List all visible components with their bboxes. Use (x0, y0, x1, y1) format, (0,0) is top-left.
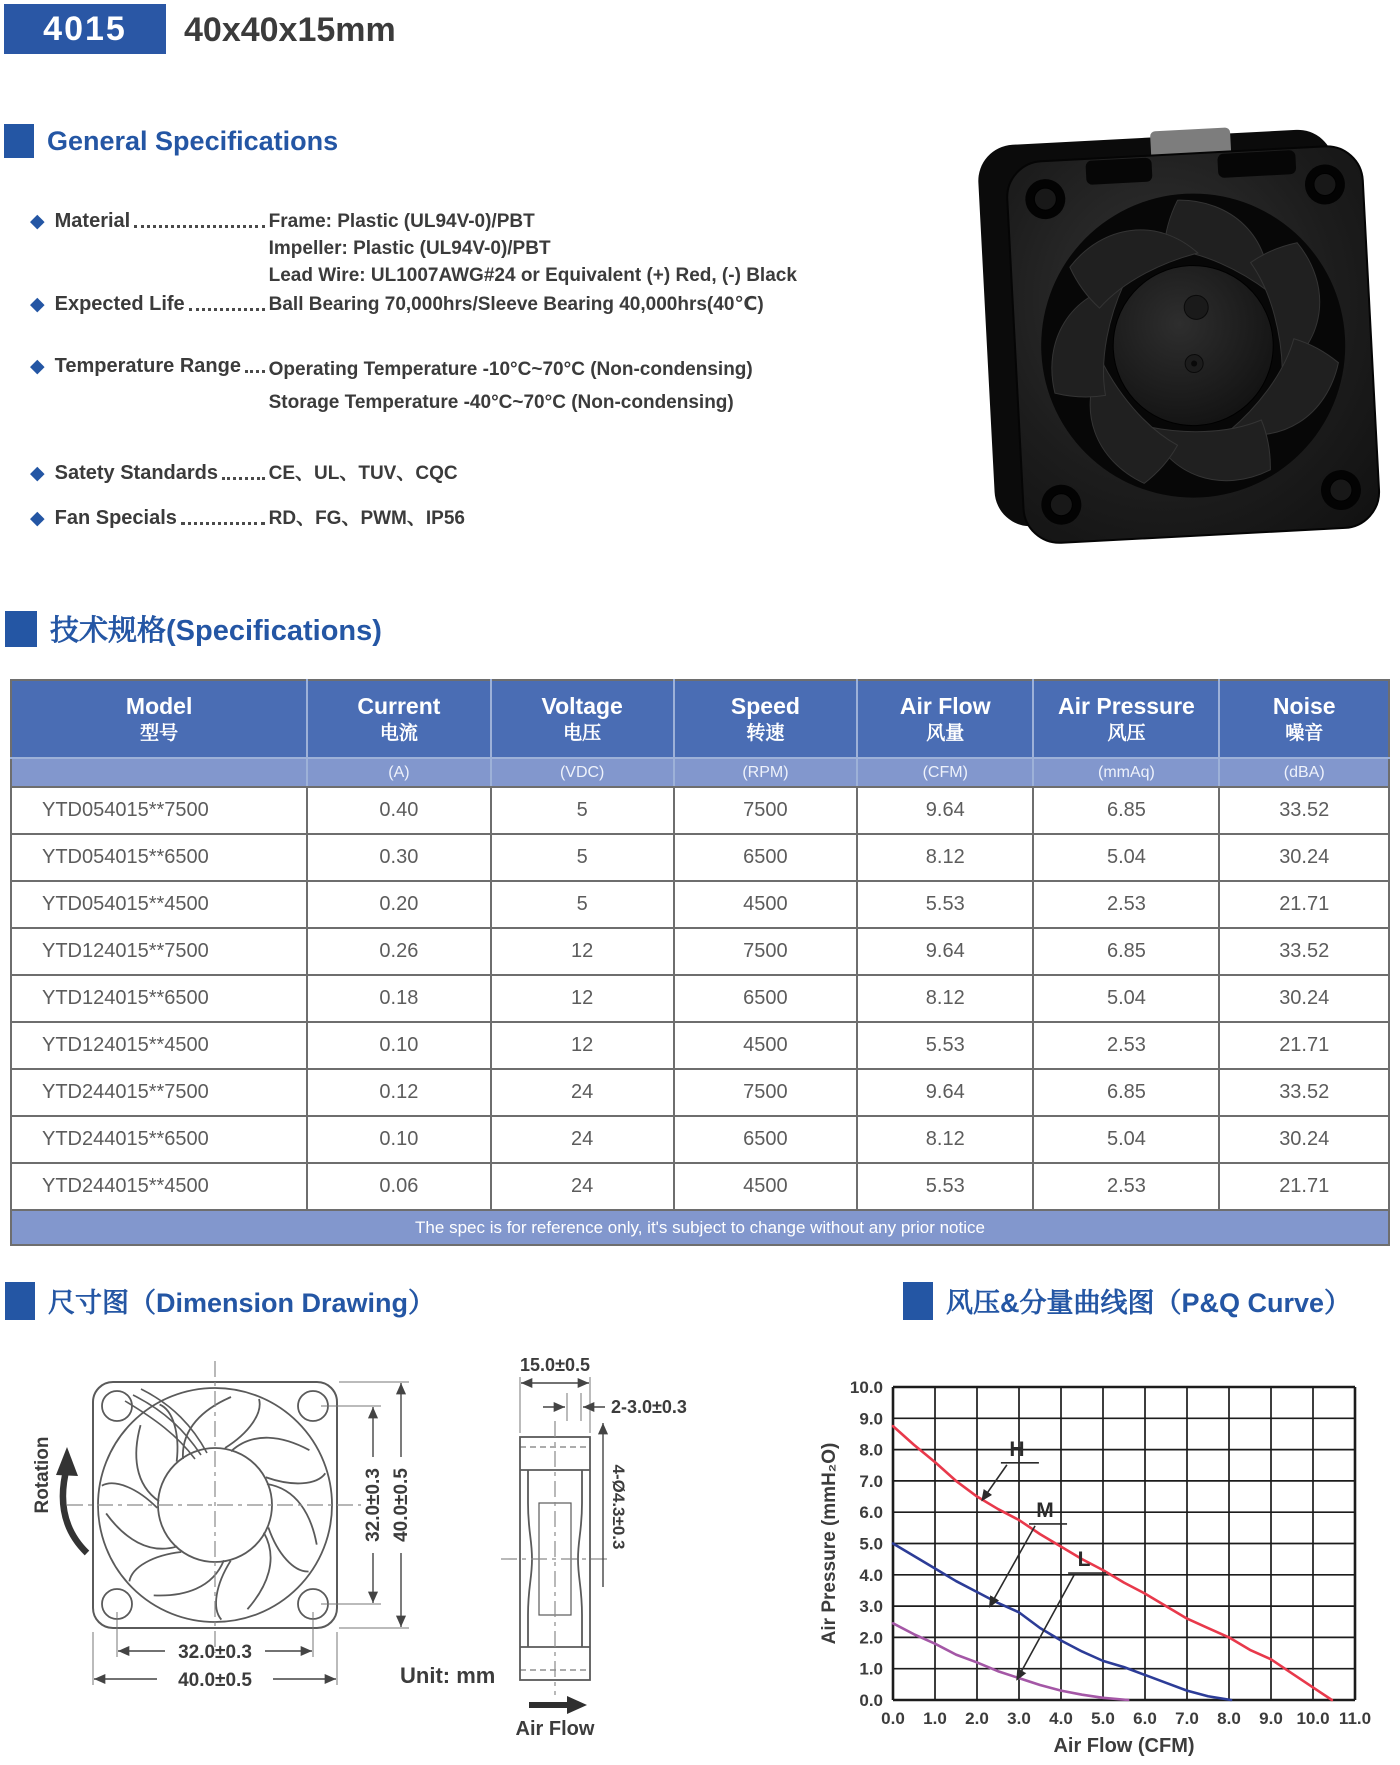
table-row (11, 975, 1389, 1022)
spec-cell: 2.53 (1033, 881, 1219, 928)
curve-L (893, 1623, 1128, 1700)
spec-cell: YTD244015**7500 (11, 1069, 307, 1116)
svg-text:9.0: 9.0 (1259, 1709, 1283, 1728)
spec-cell: 0.12 (307, 1069, 490, 1116)
svg-text:3.0: 3.0 (1007, 1709, 1031, 1728)
y-axis-label: Air Pressure (mmH₂O) (819, 1442, 840, 1645)
spec-cell: YTD244015**4500 (11, 1163, 307, 1210)
spec-cell: 7500 (674, 1069, 857, 1116)
airflow-arrowhead (567, 1696, 587, 1714)
spec-cell: 33.52 (1219, 1069, 1389, 1116)
series-label-M: M (1036, 1498, 1054, 1522)
spec-cell: 8.12 (857, 975, 1033, 1022)
spec-item-label: Fan Specials (54, 507, 177, 529)
spec-cell: 24 (491, 1163, 674, 1210)
table-row (11, 834, 1389, 881)
spec-cell: 30.24 (1219, 975, 1389, 1022)
curve-H (893, 1426, 1332, 1700)
x-axis-label: Air Flow (CFM) (1053, 1735, 1195, 1757)
spec-cell: 4500 (674, 1163, 857, 1210)
specifications-table (10, 679, 1390, 1246)
spec-cell: 2.53 (1033, 1022, 1219, 1069)
table-row (11, 881, 1389, 928)
spec-item-label: Material (54, 210, 131, 232)
svg-text:5.0: 5.0 (859, 1534, 883, 1554)
fan-hub-boss (1184, 295, 1209, 320)
table-row (11, 928, 1389, 975)
spec-cell: YTD054015**6500 (11, 834, 307, 881)
spec-item-value: Operating Temperature -10°C~70°C (Non-condensing) (268, 359, 753, 380)
spec-cell: 6.85 (1033, 928, 1219, 975)
svg-text:10.0: 10.0 (849, 1378, 883, 1397)
spec-item-value: Impeller: Plastic (UL94V-0)/PBT (268, 238, 551, 259)
spec-cell: 21.71 (1219, 1022, 1389, 1069)
dim-frame-h: 40.0±0.5 (178, 1670, 252, 1691)
dim-flange-label: 2-3.0±0.3 (611, 1397, 687, 1417)
diamond-bullet-icon: ◆ (30, 508, 45, 529)
spec-cell: 2.53 (1033, 1163, 1219, 1210)
fan-product-photo (975, 112, 1395, 572)
spec-cell: 0.20 (307, 881, 490, 928)
spec-cell: 30.24 (1219, 1116, 1389, 1163)
specs-table-heading (5, 608, 382, 649)
spec-cell: 6.85 (1033, 787, 1219, 834)
spec-item-label: Satety Standards (54, 462, 219, 484)
general-specs-heading-label: General Specifications (47, 125, 339, 156)
spec-cell: 0.26 (307, 928, 490, 975)
spec-cell: 24 (491, 1069, 674, 1116)
svg-text:10.0: 10.0 (1296, 1709, 1330, 1728)
svg-text:4.0: 4.0 (859, 1565, 883, 1585)
svg-text:6.0: 6.0 (1133, 1709, 1157, 1728)
page-title: 40x40x15mm (184, 11, 396, 49)
spec-cell: 0.06 (307, 1163, 490, 1210)
spec-cell: 5 (491, 787, 674, 834)
series-label-L: L (1077, 1548, 1091, 1572)
spec-cell: 12 (491, 1022, 674, 1069)
pq-heading-label: 风压&分量曲线图（P&Q Curve） (946, 1288, 1352, 1318)
dotted-leader (181, 505, 265, 525)
table-row (11, 1163, 1389, 1210)
spec-cell: 9.64 (857, 1069, 1033, 1116)
svg-text:0.0: 0.0 (881, 1709, 905, 1728)
side-dim-labels (400, 1355, 687, 1740)
spec-cell: 6500 (674, 834, 857, 881)
table-row (11, 787, 1389, 834)
spec-cell: 7500 (674, 928, 857, 975)
airflow-label: Air Flow (515, 1718, 595, 1740)
spec-item-material (30, 208, 797, 289)
spec-unit-cell: (RPM) (674, 758, 857, 787)
spec-item-value: CE、UL、TUV、CQC (268, 463, 458, 484)
pq-curve-heading (903, 1281, 1351, 1320)
spec-cell: 5.04 (1033, 975, 1219, 1022)
section-marker-icon (4, 124, 34, 158)
rotation-label: Rotation (32, 1436, 53, 1514)
spec-cell: 6500 (674, 975, 857, 1022)
svg-text:5.0: 5.0 (1091, 1709, 1115, 1728)
spec-cell: 5.53 (857, 1022, 1033, 1069)
spec-item-value: Frame: Plastic (UL94V-0)/PBT (268, 211, 535, 232)
spec-cell: 21.71 (1219, 881, 1389, 928)
diamond-bullet-icon: ◆ (30, 356, 45, 377)
dim-hole-pitch-h: 32.0±0.3 (178, 1642, 252, 1663)
fan-top-slot (1085, 158, 1152, 185)
spec-unit-cell: (VDC) (491, 758, 674, 787)
spec-item-label: Temperature Range (54, 355, 241, 377)
dimension-heading-label: 尺寸图（Dimension Drawing） (48, 1288, 436, 1318)
fan-top-slot (1217, 150, 1296, 178)
spec-cell: 33.52 (1219, 787, 1389, 834)
svg-text:3.0: 3.0 (859, 1597, 883, 1617)
model-badge: 4015 (4, 4, 166, 54)
dim-holes-label: 4-Ø4.3±0.3 (609, 1464, 628, 1550)
spec-cell: 7500 (674, 787, 857, 834)
svg-text:4.0: 4.0 (1049, 1709, 1073, 1728)
spec-cell: 12 (491, 928, 674, 975)
dimension-drawing-heading (5, 1281, 435, 1320)
spec-cell: YTD054015**7500 (11, 787, 307, 834)
spec-col-header: Noise 噪音 (1219, 680, 1389, 758)
spec-cell: 8.12 (857, 834, 1033, 881)
section-marker-icon (5, 1282, 35, 1320)
spec-cell: YTD244015**6500 (11, 1116, 307, 1163)
spec-cell: 8.12 (857, 1116, 1033, 1163)
table-footnote: The spec is for reference only, it's subject to change without any prior notice (11, 1210, 1389, 1245)
dotted-leader (134, 208, 264, 228)
spec-cell: 33.52 (1219, 928, 1389, 975)
spec-cell: 4500 (674, 881, 857, 928)
spec-cell: 5.04 (1033, 834, 1219, 881)
spec-item-value: Ball Bearing 70,000hrs/Sleeve Bearing 40,000hrs(40℃) (268, 294, 764, 315)
svg-text:11.0: 11.0 (1338, 1709, 1372, 1728)
spec-cell: 5 (491, 881, 674, 928)
spec-col-header: Air Pressure 风压 (1033, 680, 1219, 758)
spec-unit-cell: (dBA) (1219, 758, 1389, 787)
svg-text:1.0: 1.0 (923, 1709, 947, 1728)
spec-cell: 24 (491, 1116, 674, 1163)
section-marker-icon (903, 1282, 933, 1320)
spec-item-value: RD、FG、PWM、IP56 (268, 508, 465, 529)
svg-text:8.0: 8.0 (859, 1440, 883, 1460)
spec-item-label: Expected Life (54, 293, 185, 315)
spec-item-value: Storage Temperature -40°C~70°C (Non-condensing) (268, 392, 734, 413)
curve-M (893, 1544, 1231, 1701)
dotted-leader (222, 460, 265, 480)
dim-hole-pitch-v: 32.0±0.3 (363, 1468, 384, 1542)
rotation-arrowhead (56, 1447, 78, 1476)
spec-item-temperature-range (30, 353, 753, 419)
diamond-bullet-icon: ◆ (30, 211, 45, 232)
spec-cell: 0.10 (307, 1116, 490, 1163)
svg-text:6.0: 6.0 (859, 1503, 883, 1523)
table-row (11, 1022, 1389, 1069)
spec-cell: 0.40 (307, 787, 490, 834)
svg-text:9.0: 9.0 (859, 1409, 883, 1429)
spec-col-header: Speed 转速 (674, 680, 857, 758)
diamond-bullet-icon: ◆ (30, 294, 45, 315)
svg-text:2.0: 2.0 (965, 1709, 989, 1728)
dim-frame-v: 40.0±0.5 (391, 1468, 412, 1542)
spec-cell: YTD124015**7500 (11, 928, 307, 975)
table-row (11, 1069, 1389, 1116)
spec-cell: YTD124015**6500 (11, 975, 307, 1022)
diamond-bullet-icon: ◆ (30, 463, 45, 484)
series-label-H: H (1009, 1437, 1025, 1461)
rotation-arrow (63, 1467, 87, 1553)
spec-col-header: Model 型号 (11, 680, 307, 758)
spec-cell: 4500 (674, 1022, 857, 1069)
spec-cell: 9.64 (857, 928, 1033, 975)
spec-cell: 0.30 (307, 834, 490, 881)
svg-text:2.0: 2.0 (859, 1628, 883, 1648)
dotted-leader (189, 291, 265, 311)
svg-text:0.0: 0.0 (859, 1691, 883, 1710)
spec-cell: 30.24 (1219, 834, 1389, 881)
spec-cell: 6500 (674, 1116, 857, 1163)
general-specs-heading (4, 124, 338, 158)
svg-text:8.0: 8.0 (1217, 1709, 1241, 1728)
table-row (11, 1116, 1389, 1163)
dimension-drawing (15, 1335, 720, 1765)
svg-text:1.0: 1.0 (859, 1659, 883, 1679)
spec-item-fan-specials (30, 505, 465, 532)
specs-table-heading-label: 技术规格(Specifications) (50, 615, 382, 647)
svg-text:7.0: 7.0 (1175, 1709, 1199, 1728)
spec-cell: 0.18 (307, 975, 490, 1022)
spec-unit-cell: (mmAq) (1033, 758, 1219, 787)
spec-item-expected-life (30, 291, 764, 318)
spec-unit-cell: (A) (307, 758, 490, 787)
chart-grid (893, 1387, 1355, 1700)
section-marker-icon (5, 611, 37, 647)
spec-cell: 5.53 (857, 881, 1033, 928)
spec-unit-cell: (CFM) (857, 758, 1033, 787)
pq-curve-chart (815, 1335, 1400, 1765)
spec-cell: 12 (491, 975, 674, 1022)
spec-col-header: Air Flow 风量 (857, 680, 1033, 758)
spec-cell: 5.04 (1033, 1116, 1219, 1163)
spec-cell: YTD054015**4500 (11, 881, 307, 928)
spec-unit-cell (11, 758, 307, 787)
spec-col-header: Current 电流 (307, 680, 490, 758)
dotted-leader (245, 353, 265, 373)
side-center-lines (501, 1421, 609, 1695)
spec-cell: 6.85 (1033, 1069, 1219, 1116)
dim-depth-label: 15.0±0.5 (520, 1355, 590, 1375)
unit-label: Unit: mm (400, 1663, 496, 1688)
spec-cell: 5 (491, 834, 674, 881)
spec-cell: YTD124015**4500 (11, 1022, 307, 1069)
side-dim-lines (521, 1383, 605, 1587)
spec-cell: 0.10 (307, 1022, 490, 1069)
svg-text:7.0: 7.0 (859, 1471, 883, 1491)
chart-curves (893, 1426, 1332, 1700)
spec-cell: 9.64 (857, 787, 1033, 834)
spec-col-header: Voltage 电压 (491, 680, 674, 758)
spec-item-satety-standards (30, 460, 458, 487)
spec-item-value: Lead Wire: UL1007AWG#24 or Equivalent (+) Red, (-) Black (268, 265, 797, 286)
spec-cell: 5.53 (857, 1163, 1033, 1210)
spec-cell: 21.71 (1219, 1163, 1389, 1210)
